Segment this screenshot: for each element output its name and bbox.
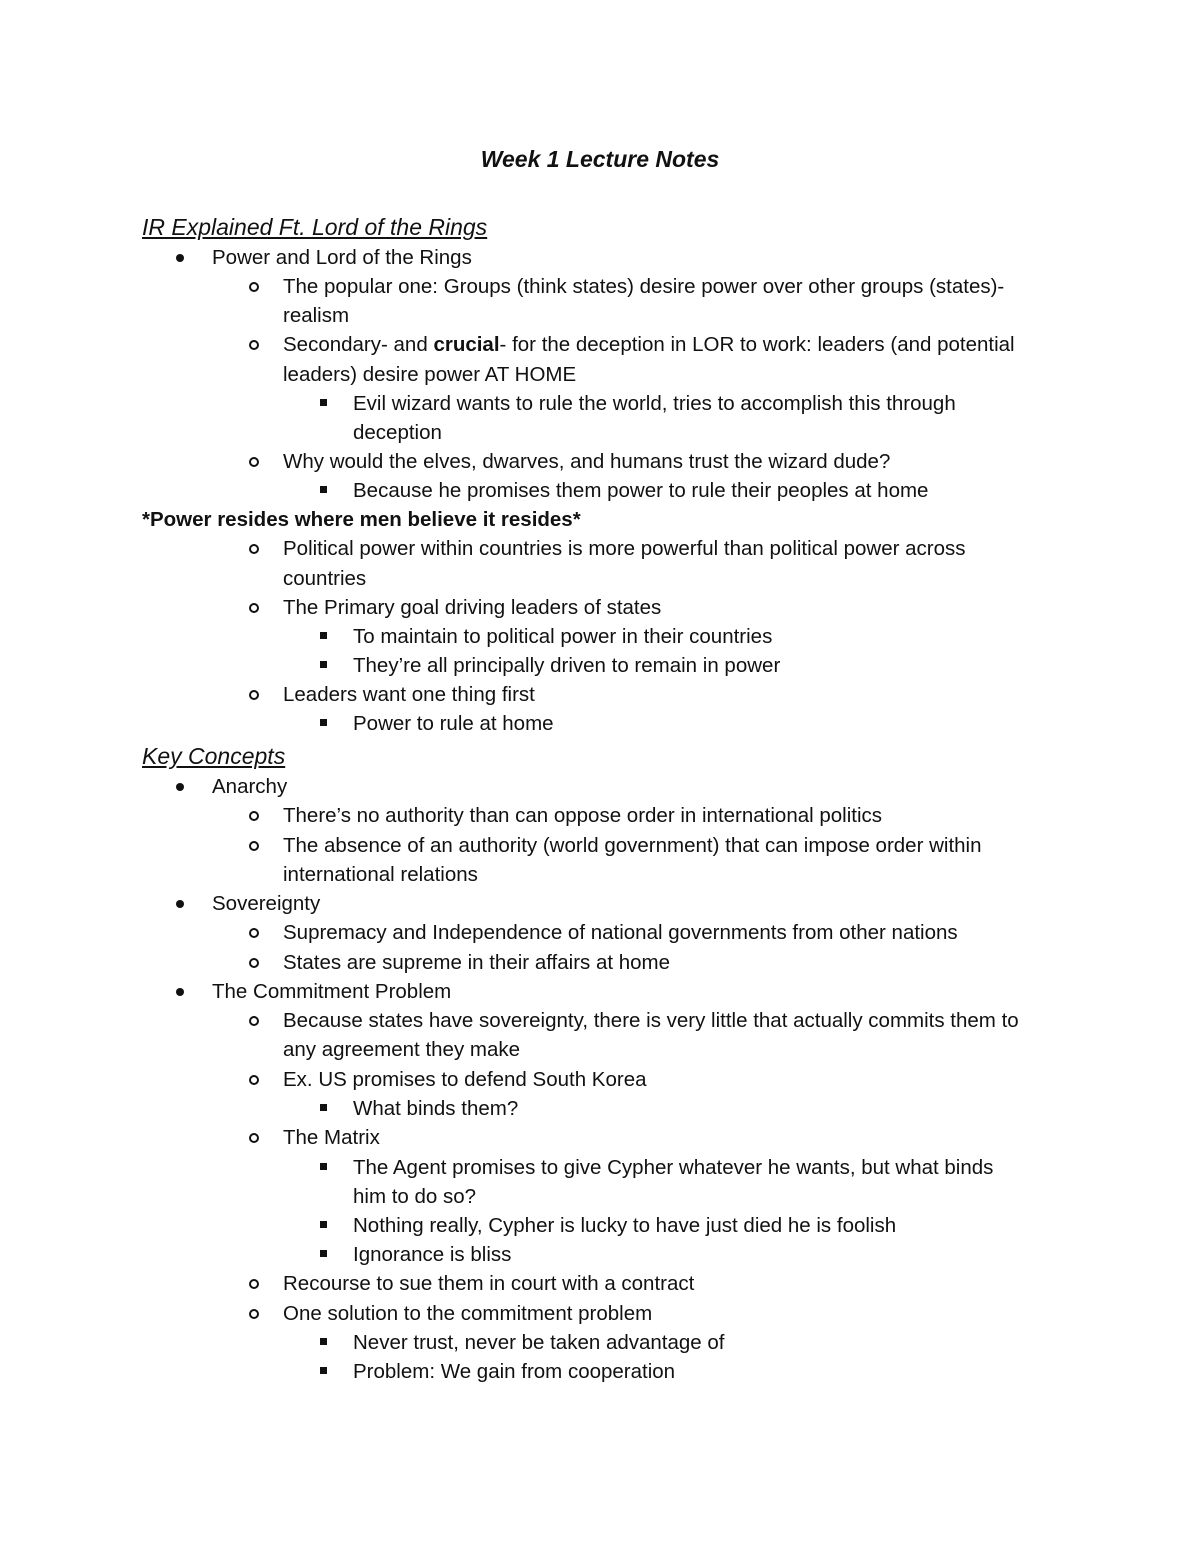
list-item: Anarchy — [212, 772, 287, 801]
bullet-disc-icon — [176, 254, 184, 262]
list-item: Because he promises them power to rule their peoples at home — [353, 476, 928, 505]
list-item-continuation: international relations — [283, 863, 478, 886]
bullet-square-icon — [320, 1338, 327, 1345]
bullet-square-icon — [320, 1221, 327, 1228]
bullet-circle-icon — [249, 1309, 259, 1319]
bullet-square-icon — [320, 399, 327, 406]
bullet-circle-icon — [249, 841, 259, 851]
list-item: Power to rule at home — [353, 709, 554, 738]
list-item: The Agent promises to give Cypher whatever he wants, but what binds — [353, 1153, 993, 1182]
list-item: Secondary- and crucial- for the deception in LOR to work: leaders (and potential — [283, 330, 1015, 359]
bullet-circle-icon — [249, 1016, 259, 1026]
list-item: Leaders want one thing first — [283, 680, 535, 709]
bullet-circle-icon — [249, 282, 259, 292]
list-item: States are supreme in their affairs at home — [283, 948, 670, 977]
list-item: To maintain to political power in their countries — [353, 622, 772, 651]
key-statement: *Power resides where men believe it resides* — [142, 508, 581, 531]
bullet-square-icon — [320, 1367, 327, 1374]
bullet-circle-icon — [249, 544, 259, 554]
list-item-continuation: leaders) desire power AT HOME — [283, 363, 577, 386]
bullet-circle-icon — [249, 340, 259, 350]
list-item: Sovereignty — [212, 889, 320, 918]
list-item: The Primary goal driving leaders of states — [283, 593, 661, 622]
list-item: The absence of an authority (world government) that can impose order within — [283, 831, 982, 860]
list-item: Nothing really, Cypher is lucky to have just died he is foolish — [353, 1211, 896, 1240]
list-item-continuation: realism — [283, 304, 350, 327]
list-item: Political power within countries is more powerful than political power across — [283, 534, 966, 563]
bullet-disc-icon — [176, 988, 184, 996]
list-item-continuation: countries — [283, 567, 367, 590]
bullet-circle-icon — [249, 1075, 259, 1085]
list-item: Ex. US promises to defend South Korea — [283, 1065, 647, 1094]
bullet-circle-icon — [249, 457, 259, 467]
bullet-circle-icon — [249, 958, 259, 968]
list-item: The Matrix — [283, 1123, 380, 1152]
bullet-square-icon — [320, 1250, 327, 1257]
list-item: Supremacy and Independence of national governments from other nations — [283, 918, 958, 947]
bullet-circle-icon — [249, 1133, 259, 1143]
list-item-continuation: any agreement they make — [283, 1038, 521, 1061]
bullet-square-icon — [320, 661, 327, 668]
list-item: Recourse to sue them in court with a contract — [283, 1269, 694, 1298]
bullet-circle-icon — [249, 603, 259, 613]
bullet-circle-icon — [249, 811, 259, 821]
list-item: They’re all principally driven to remain in power — [353, 651, 780, 680]
list-item: Problem: We gain from cooperation — [353, 1357, 675, 1386]
list-item: Evil wizard wants to rule the world, tries to accomplish this through — [353, 389, 956, 418]
bullet-square-icon — [320, 486, 327, 493]
list-item: The popular one: Groups (think states) desire power over other groups (states)- — [283, 272, 1004, 301]
section-heading-ir-explained: IR Explained Ft. Lord of the Rings — [142, 214, 488, 240]
list-item: Why would the elves, dwarves, and humans trust the wizard dude? — [283, 447, 890, 476]
bullet-square-icon — [320, 632, 327, 639]
list-item: What binds them? — [353, 1094, 518, 1123]
list-item: There’s no authority than can oppose order in international politics — [283, 801, 882, 830]
bullet-square-icon — [320, 719, 327, 726]
list-item: Because states have sovereignty, there is very little that actually commits them to — [283, 1006, 1019, 1035]
bullet-disc-icon — [176, 900, 184, 908]
list-item: The Commitment Problem — [212, 977, 451, 1006]
list-item: Ignorance is bliss — [353, 1240, 511, 1269]
document-title: Week 1 Lecture Notes — [480, 146, 720, 172]
list-item: Never trust, never be taken advantage of — [353, 1328, 725, 1357]
bullet-circle-icon — [249, 928, 259, 938]
list-item: Power and Lord of the Rings — [212, 243, 472, 272]
list-item-continuation: deception — [353, 421, 442, 444]
bullet-circle-icon — [249, 690, 259, 700]
list-item: One solution to the commitment problem — [283, 1299, 652, 1328]
list-item-continuation: him to do so? — [353, 1185, 477, 1208]
section-heading-key-concepts: Key Concepts — [142, 743, 286, 769]
bullet-square-icon — [320, 1104, 327, 1111]
bullet-square-icon — [320, 1163, 327, 1170]
bullet-circle-icon — [249, 1279, 259, 1289]
bullet-disc-icon — [176, 783, 184, 791]
